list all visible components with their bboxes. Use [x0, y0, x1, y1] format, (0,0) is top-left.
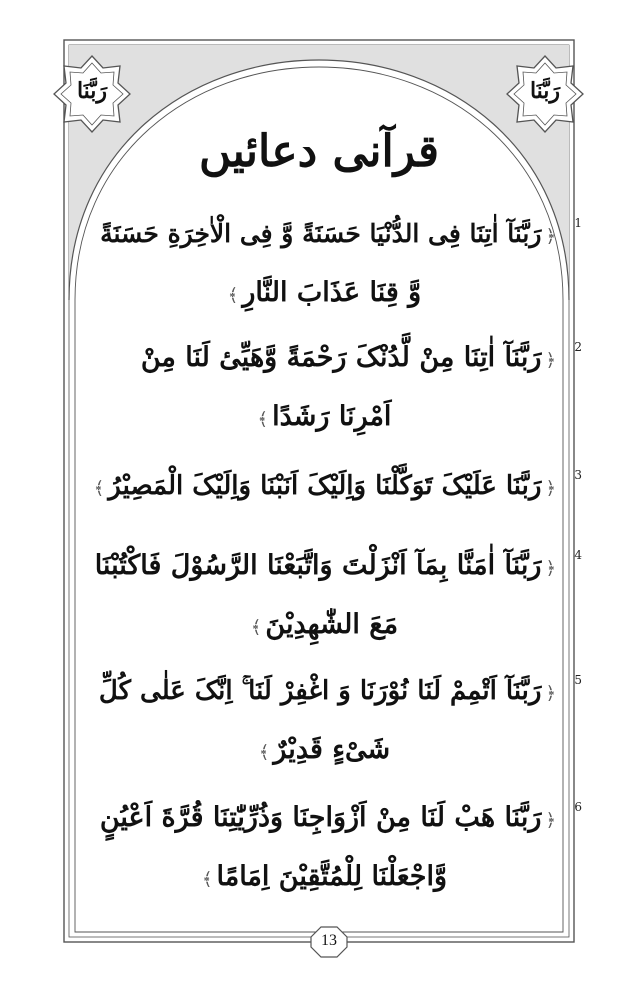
dua-line — [85, 538, 560, 597]
page-number: 13 — [321, 932, 337, 949]
dua-line — [85, 849, 560, 908]
dua-text: وَّ قِنَا عَذَابَ النَّارِ — [242, 277, 422, 308]
ornament-open-icon: ﴿ — [545, 226, 556, 247]
corner-label-left: رَبَّنَا — [76, 78, 108, 104]
page-number-badge — [309, 925, 349, 959]
page-title: قرآنی دعائیں — [198, 126, 440, 177]
dua-item-6 — [85, 790, 582, 908]
dua-text: اَمْرِنَا رَشَدًا — [272, 401, 392, 432]
dua-number: 4 — [574, 548, 582, 562]
dua-item-4 — [85, 538, 582, 656]
dua-item-2 — [85, 330, 582, 448]
dua-line — [85, 790, 560, 849]
ornament-close-icon: ﴾ — [201, 869, 213, 890]
ornament-close-icon: ﴾ — [93, 478, 105, 499]
dua-item-5 — [85, 663, 582, 781]
dua-item-3 — [85, 458, 582, 517]
dua-text: رَبَّنَآ اَتْمِمْ لَنَا نُوْرَنَا وَ اغْفِرْ لَنَا ۚ اِنَّکَ عَلٰی کُلِّ — [98, 676, 542, 706]
dua-text: رَبَّنَآ اٰتِنَا مِنْ لَّدُنْکَ رَحْمَةً وَّهَیِّیٔ لَنَا مِنْ — [140, 342, 542, 373]
dua-text: وَّاجْعَلْنَا لِلْمُتَّقِیْنَ اِمَامًا — [216, 861, 448, 892]
ornament-open-icon: ﴿ — [545, 810, 556, 831]
dua-text: رَبَّنَا عَلَیْکَ تَوَکَّلْنَا وَاِلَیْکَ اَنَبْنَا وَاِلَیْکَ الْمَصِیْرُ — [108, 471, 542, 501]
dua-item-1 — [85, 206, 582, 324]
ornament-close-icon: ﴾ — [227, 285, 239, 306]
dua-text: رَبَّنَآ اٰمَنَّا بِمَآ اَنْزَلْتَ وَاتَّبَعْنَا الرَّسُوْلَ فَاکْتُبْنَا — [94, 550, 542, 581]
ornament-open-icon: ﴿ — [545, 558, 556, 579]
dua-number: 2 — [574, 340, 582, 354]
dua-text: رَبَّنَآ اٰتِنَا فِی الدُّنْیَا حَسَنَةً وَّ فِی الْاٰخِرَةِ حَسَنَةً — [100, 219, 542, 248]
dua-line — [85, 206, 560, 265]
ornament-open-icon: ﴿ — [545, 478, 556, 499]
dua-line — [85, 265, 560, 324]
dua-number: 1 — [574, 216, 582, 230]
dua-text: شَیْءٍ قَدِیْرٌ — [273, 734, 391, 765]
corner-label-right: رَبَّنَا — [529, 78, 561, 104]
dua-number: 3 — [574, 468, 582, 482]
dua-line — [85, 389, 560, 448]
dua-number: 6 — [574, 800, 582, 814]
dua-text: مَعَ الشّٰهِدِیْنَ — [265, 609, 399, 640]
ornament-open-icon: ﴿ — [545, 350, 556, 371]
ornament-close-icon: ﴾ — [257, 409, 269, 430]
dua-line — [85, 597, 560, 656]
dua-line — [85, 458, 560, 517]
ornament-close-icon: ﴾ — [258, 742, 270, 763]
dua-text: رَبَّنَا هَبْ لَنَا مِنْ اَزْوَاجِنَا وَذُرِّیّٰتِنَا قُرَّةَ اَعْیُنٍ — [99, 802, 542, 833]
ornament-close-icon: ﴾ — [250, 617, 262, 638]
dua-line — [85, 663, 560, 722]
ornament-open-icon: ﴿ — [545, 683, 556, 704]
dua-line — [85, 330, 560, 389]
dua-line — [85, 722, 560, 781]
dua-number: 5 — [574, 673, 582, 687]
